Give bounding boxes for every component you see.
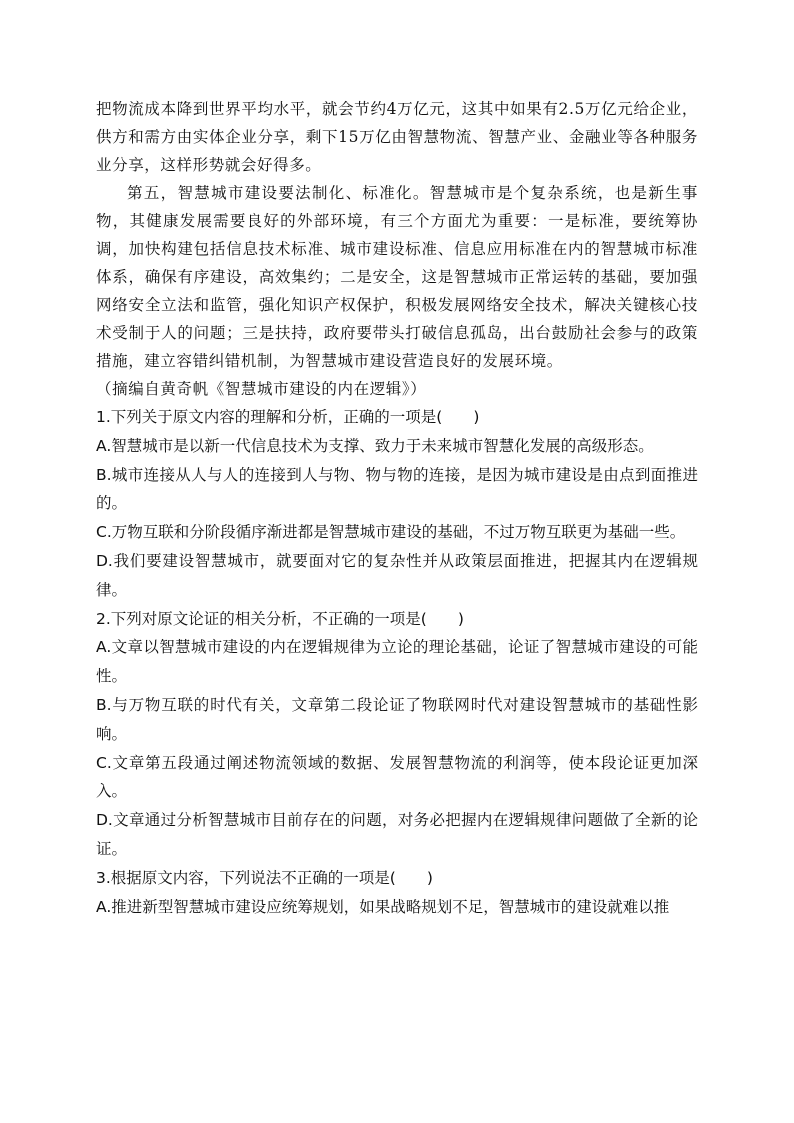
reading-passage — [96, 95, 698, 403]
page-content — [96, 95, 698, 921]
option-d: D.文章通过分析智慧城市目前存在的问题，对务必把握内在逻辑规律问题做了全新的论证。 — [96, 811, 698, 858]
option-a: A.文章以智慧城市建设的内在逻辑规律为立论的理论基础，论证了智慧城市建设的可能性。 — [96, 638, 698, 686]
passage-source: （摘编自黄奇帆《智慧城市建设的内在逻辑》） — [96, 380, 427, 398]
question-3 — [96, 864, 698, 922]
passage-paragraph: 把物流成本降到世界平均水平，就会节约4万亿元，这其中如果有2.5万亿元给企业，供方和需方由实体企业分享，剩下15万亿由智慧物流、智慧产业、金融业等各种服务业分享，这样形势就会好得多。 — [96, 100, 698, 174]
option-b: B.与万物互联的时代有关，文章第二段论证了物联网时代对建设智慧城市的基础性影响。 — [96, 695, 698, 743]
option-c: C.万物互联和分阶段循序渐进都是智慧城市建设的基础，不过万物互联更为基础一些。 — [96, 523, 686, 542]
question-stem: 1.下列关于原文内容的理解和分析，正确的一项是( ) — [96, 408, 480, 426]
question-1 — [96, 403, 698, 605]
option-c: C.文章第五段通过阐述物流领域的数据、发展智慧物流的利润等，使本段论证更加深入。 — [96, 753, 698, 801]
option-b: B.城市连接从人与人的连接到人与物、物与物的连接，是因为城市建设是由点到面推进的。 — [96, 465, 698, 513]
option-a: A.智慧城市是以新一代信息技术为支撑、致力于未来城市智慧化发展的高级形态。 — [96, 436, 654, 455]
option-a: A.推进新型智慧城市建设应统筹规划，如果战略规划不足，智慧城市的建设就难以推 — [96, 897, 670, 916]
question-2 — [96, 605, 698, 864]
passage-paragraph: 第五，智慧城市建设要法制化、标准化。智慧城市是个复杂系统，也是新生事物，其健康发展需要良好的外部环境，有三个方面尤为重要：一是标准，要统筹协调，加快构建包括信息技术标准、城市建设标准、信息应用标准在内的智慧城市标准体系，确保有序建设，高效集约；二是安全，这是智慧城市正常运转的基础，要加强网络安全立法和监管，强化知识产权保护，积极发展网络安全技术，解决关键核心技术受制于人的问题；三是扶持，政府要带头打破信息孤岛，出台鼓励社会参与的政策措施，建立容错纠错机制，为智慧城市建设营造良好的发展环境。 — [96, 184, 698, 370]
question-stem: 2.下列对原文论证的相关分析，不正确的一项是( ) — [96, 609, 464, 628]
question-stem: 3.根据原文内容，下列说法不正确的一项是( ) — [96, 868, 433, 887]
option-d: D.我们要建设智慧城市，就要面对它的复杂性并从政策层面推进，把握其内在逻辑规律。 — [96, 551, 698, 599]
question-list — [96, 403, 698, 921]
